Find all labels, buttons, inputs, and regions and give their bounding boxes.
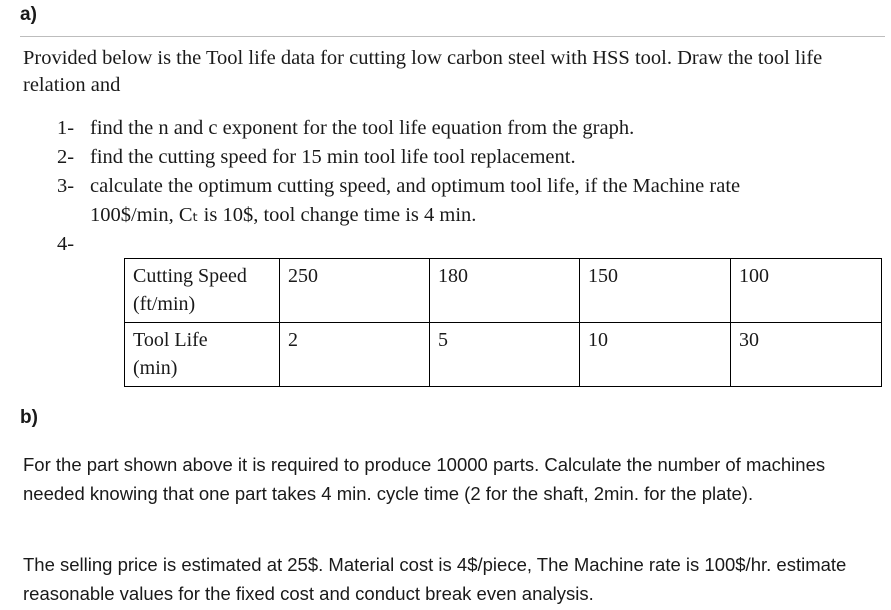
part-a-intro: Provided below is the Tool life data for cutting low carbon steel with HSS tool. Draw the tool life relation and (23, 47, 823, 96)
table-cell: 100 (731, 259, 882, 323)
part-b-label: b) (20, 407, 38, 428)
table-cell: 30 (731, 323, 882, 387)
header-line: Tool Life (133, 329, 208, 351)
table-cell: 5 (430, 323, 580, 387)
list-item-number: 4- (57, 233, 75, 255)
list-item-number: 3- (57, 175, 75, 197)
header-divider (20, 36, 885, 37)
table-cell: 10 (580, 323, 731, 387)
table-row-header (125, 259, 280, 323)
part-a-label: a) (20, 4, 37, 25)
list-item-number: 2- (57, 146, 75, 168)
part-b-paragraph-1: For the part shown above it is required to produce 10000 parts. Calculate the number of machines needed knowing that one part takes 4 min. cycle time (2 for the shaft, 2min. for the plate). (23, 454, 826, 504)
list-item-text: calculate the optimum cutting speed, and optimum tool life, if the Machine rate (90, 175, 741, 197)
list-item-text: 100$/min, Cₜ is 10$, tool change time is 4 min. (90, 204, 477, 226)
table-cell: 180 (430, 259, 580, 323)
header-line: Cutting Speed (133, 265, 247, 287)
table-row-header (125, 323, 280, 387)
table-cell: 250 (280, 259, 430, 323)
table-cell: 2 (280, 323, 430, 387)
tool-life-data-table (124, 258, 882, 387)
table-row-cutting-speed (125, 259, 882, 323)
list-item-number: 1- (57, 117, 75, 139)
list-item-text: find the n and c exponent for the tool life equation from the graph. (90, 117, 635, 139)
list-item-text: find the cutting speed for 15 min tool life tool replacement. (90, 146, 576, 168)
header-unit: (min) (133, 357, 178, 379)
part-b-paragraph-2: The selling price is estimated at 25$. Material cost is 4$/piece, The Machine rate is 100$/hr. estimate reasonable values for the fixed cost and conduct break even analysis. (23, 554, 847, 604)
table-row-tool-life (125, 323, 882, 387)
header-unit: (ft/min) (133, 293, 196, 315)
table-cell: 150 (580, 259, 731, 323)
